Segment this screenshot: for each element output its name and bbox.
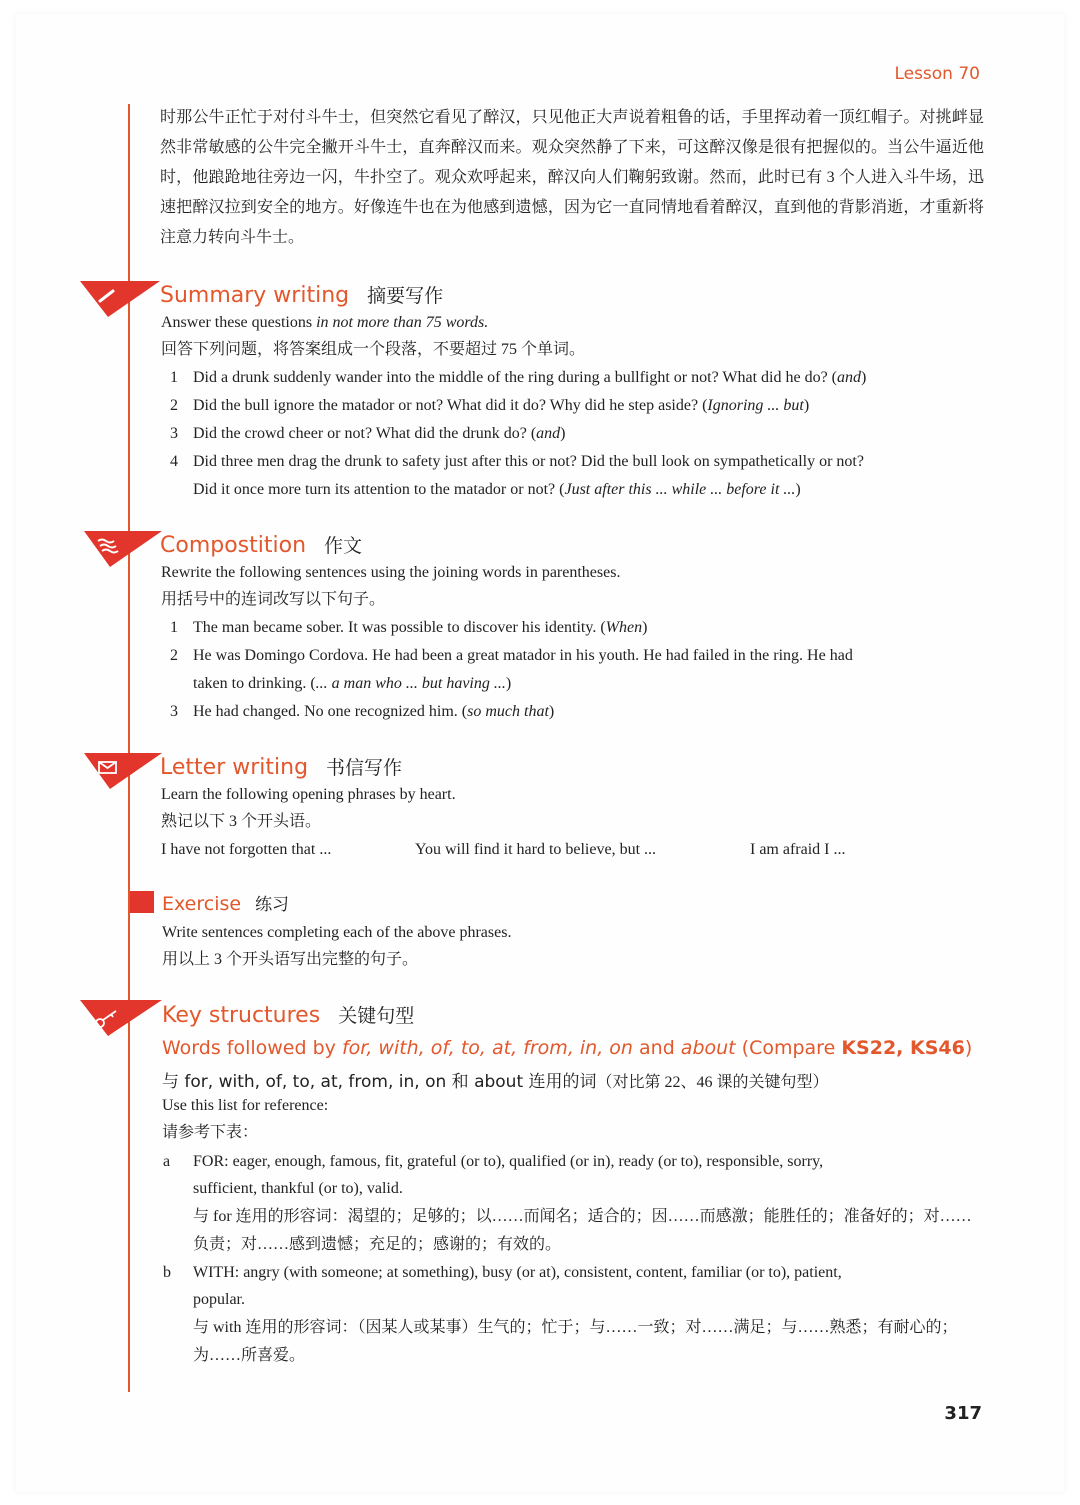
translation-paragraph: 时那公牛正忙于对付斗牛士，但突然它看见了醉汉，只见他正大声说着粗鲁的话，手里挥动着一顶红帽子。对挑衅显然非常敏感的公牛完全撇开斗牛士，直奔醉汉而来。观众突然静了下来，可这醉汉像是很有把握似的。当公牛逼近他时，他踉跄地往旁边一闪，牛扑空了。观众欢呼起来，醉汉向人们鞠躬致谢。然而，此时已有 3 个人进入斗牛场，迅速把醉汉拉到安全的地方。好像连牛也在为他感到遗憾，因为它一直同情地看着醉汉，直到他的背影消逝，才重新将注意力转向斗牛士。 — [160, 109, 984, 246]
summary-heading — [160, 281, 443, 308]
opening-phrase: You will find it hard to believe, but ... — [415, 841, 657, 858]
key-instruction: Use this list for reference: — [162, 1097, 329, 1114]
summary-title: Summary writing — [160, 283, 350, 308]
question-2: Did the bull ignore the matador or not? What did it do? Why did he step aside? (Ignoring ... but) — [193, 397, 810, 414]
key-title: Key structures — [162, 1003, 321, 1028]
lesson-label: Lesson 70 — [894, 64, 980, 84]
question-number: 1 — [170, 369, 178, 386]
summary-instruction-cn: 回答下列问题，将答案组成一个段落，不要超过 75 个单词。 — [161, 341, 586, 358]
question-1: Did a drunk suddenly wander into the middle of the ring during a bullfight or not? What did he do? (and) — [193, 369, 867, 386]
composition-item-2: He was Domingo Cordova. He had been a great matador in his youth. He had failed in the ring. He had — [193, 647, 853, 664]
summary-title-cn: 摘要写作 — [367, 285, 444, 307]
key-instruction-cn: 请参考下表： — [162, 1124, 259, 1141]
question-4: Did three men drag the drunk to safety just after this or not? Did the bull look on sympathetically or not? — [193, 453, 864, 470]
pencil-flag-icon — [80, 281, 160, 319]
exercise-title: Exercise — [162, 893, 242, 915]
list-label-a: a — [163, 1153, 171, 1170]
for-adjectives: FOR: eager, enough, famous, fit, grateful (or to), qualified (or in), ready (or to), responsible, sorry, — [193, 1153, 824, 1170]
envelope-flag-icon — [84, 753, 162, 791]
exercise-instruction: Write sentences completing each of the above phrases. — [162, 924, 512, 941]
letter-title-cn: 书信写作 — [326, 757, 403, 779]
composition-item-1: The man became sober. It was possible to discover his identity. (When) — [193, 619, 648, 636]
key-heading — [162, 1001, 414, 1028]
key-flag-icon — [80, 1000, 162, 1038]
page-number: 317 — [944, 1403, 982, 1424]
letter-heading — [160, 753, 402, 780]
with-adjectives-cn: 与 with 连用的形容词：（因某人或某事）生气的；忙于；与……一致；对……满足；与……熟悉；有耐心的； — [193, 1319, 958, 1336]
letter-title: Letter writing — [160, 755, 309, 780]
for-adjectives-cn: 与 for 连用的形容词：渴望的；足够的；以……而闻名；适合的；因……而感激；能胜任的；准备好的；对…… — [193, 1208, 972, 1225]
list-label-b: b — [163, 1264, 171, 1281]
exercise-heading — [162, 890, 289, 915]
question-number: 3 — [170, 425, 178, 442]
key-title-cn: 关键句型 — [338, 1005, 415, 1027]
exercise-instruction-cn: 用以上 3 个开头语写出完整的句子。 — [162, 951, 419, 968]
composition-title-cn: 作文 — [324, 535, 363, 557]
opening-phrase: I have not forgotten that ... — [161, 841, 332, 858]
item-number: 2 — [170, 647, 178, 664]
for-adjectives-continued: sufficient, thankful (or to), valid. — [193, 1180, 403, 1197]
letter-instruction: Learn the following opening phrases by heart. — [161, 786, 456, 803]
key-subheading: Words followed by for, with, of, to, at, from, in, on and about (Compare KS22, KS46) — [162, 1037, 973, 1059]
for-adjectives-cn-continued: 负责；对……感到遗憾；充足的；感谢的；有效的。 — [193, 1236, 562, 1253]
question-4-continued: Did it once more turn its attention to the matador or not? (Just after this ... while ... before it ...) — [193, 481, 801, 498]
question-number: 4 — [170, 453, 178, 470]
composition-title: Compostition — [160, 533, 307, 558]
opening-phrase: I am afraid I ... — [750, 841, 846, 858]
with-adjectives-continued: popular. — [193, 1291, 245, 1308]
with-adjectives: WITH: angry (with someone; at something), busy (or at), consistent, content, familiar (or to), patient, — [193, 1264, 842, 1281]
composition-heading — [160, 531, 362, 558]
exercise-title-cn: 练习 — [255, 895, 290, 915]
key-subheading-cn: 与 for, with, of, to, at, from, in, on 和 about 连用的词（对比第 22、46 课的关键句型） — [162, 1072, 829, 1092]
letter-instruction-cn: 熟记以下 3 个开头语。 — [161, 813, 322, 830]
question-3: Did the crowd cheer or not? What did the drunk do? (and) — [193, 425, 566, 442]
item-number: 3 — [170, 703, 178, 720]
waves-flag-icon — [84, 531, 162, 569]
composition-item-2-continued: taken to drinking. (... a man who ... but having ...) — [193, 675, 512, 692]
question-number: 2 — [170, 397, 178, 414]
with-adjectives-cn-continued: 为……所喜爱。 — [193, 1347, 306, 1364]
exercise-marker — [130, 891, 154, 913]
item-number: 1 — [170, 619, 178, 636]
summary-instruction: Answer these questions in not more than 75 words. — [161, 314, 489, 331]
composition-instruction: Rewrite the following sentences using the joining words in parentheses. — [161, 564, 621, 581]
composition-item-3: He had changed. No one recognized him. (so much that) — [193, 703, 555, 720]
composition-instruction-cn: 用括号中的连词改写以下句子。 — [161, 591, 386, 608]
